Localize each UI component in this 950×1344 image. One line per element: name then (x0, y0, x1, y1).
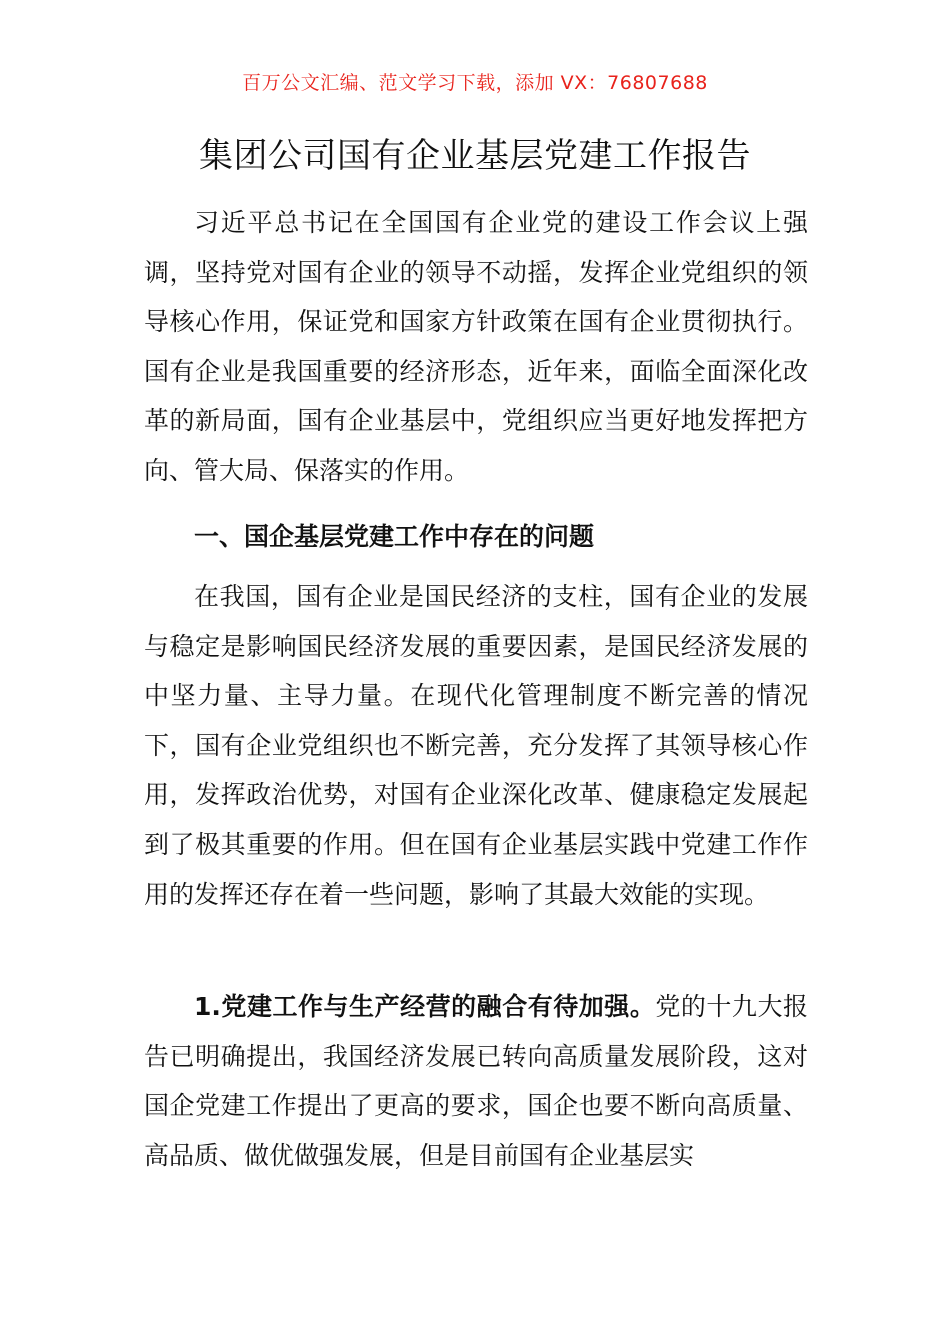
page-title: 集团公司国有企业基层党建工作报告 (199, 136, 751, 176)
section-heading-problems: 一、国企基层党建工作中存在的问题 (194, 522, 595, 551)
paragraph-point-1 (144, 982, 808, 1180)
paragraph-problems-overview: 在我国，国有企业是国民经济的支柱，国有企业的发展与稳定是影响国民经济发展的重要因素，是国民经济发展的中坚力量、主导力量。在现代化管理制度不断完善的情况下，国有企业党组织也不断完善，充分发挥了其领导核心作用，发挥政治优势，对国有企业深化改革、健康稳定发展起到了极其重要的作用。但在国有企业基层实践中党建工作作用的发挥还存在着一些问题，影响了其最大效能的实现。 (144, 582, 808, 909)
paragraph-intro: 习近平总书记在全国国有企业党的建设工作会议上强调，坚持党对国有企业的领导不动摇，发挥企业党组织的领导核心作用，保证党和国家方针政策在国有企业贯彻执行。国有企业是我国重要的经济形态，近年来，面临全面深化改革的新局面，国有企业基层中，党组织应当更好地发挥把方向、管大局、保落实的作用。 (144, 208, 808, 485)
point-1-text: 党的十九大报告已明确提出，我国经济发展已转向高质量发展阶段，这对国企党建工作提出了更高的要求，国企也要不断向高质量、高品质、做优做强发展，但是目前国有企业基层实 (144, 992, 808, 1170)
point-1-lead: 1.党建工作与生产经营的融合有待加强。 (194, 992, 656, 1021)
watermark-text: 百万公文汇编、范文学习下载，添加 VX：76807688 (242, 72, 708, 94)
